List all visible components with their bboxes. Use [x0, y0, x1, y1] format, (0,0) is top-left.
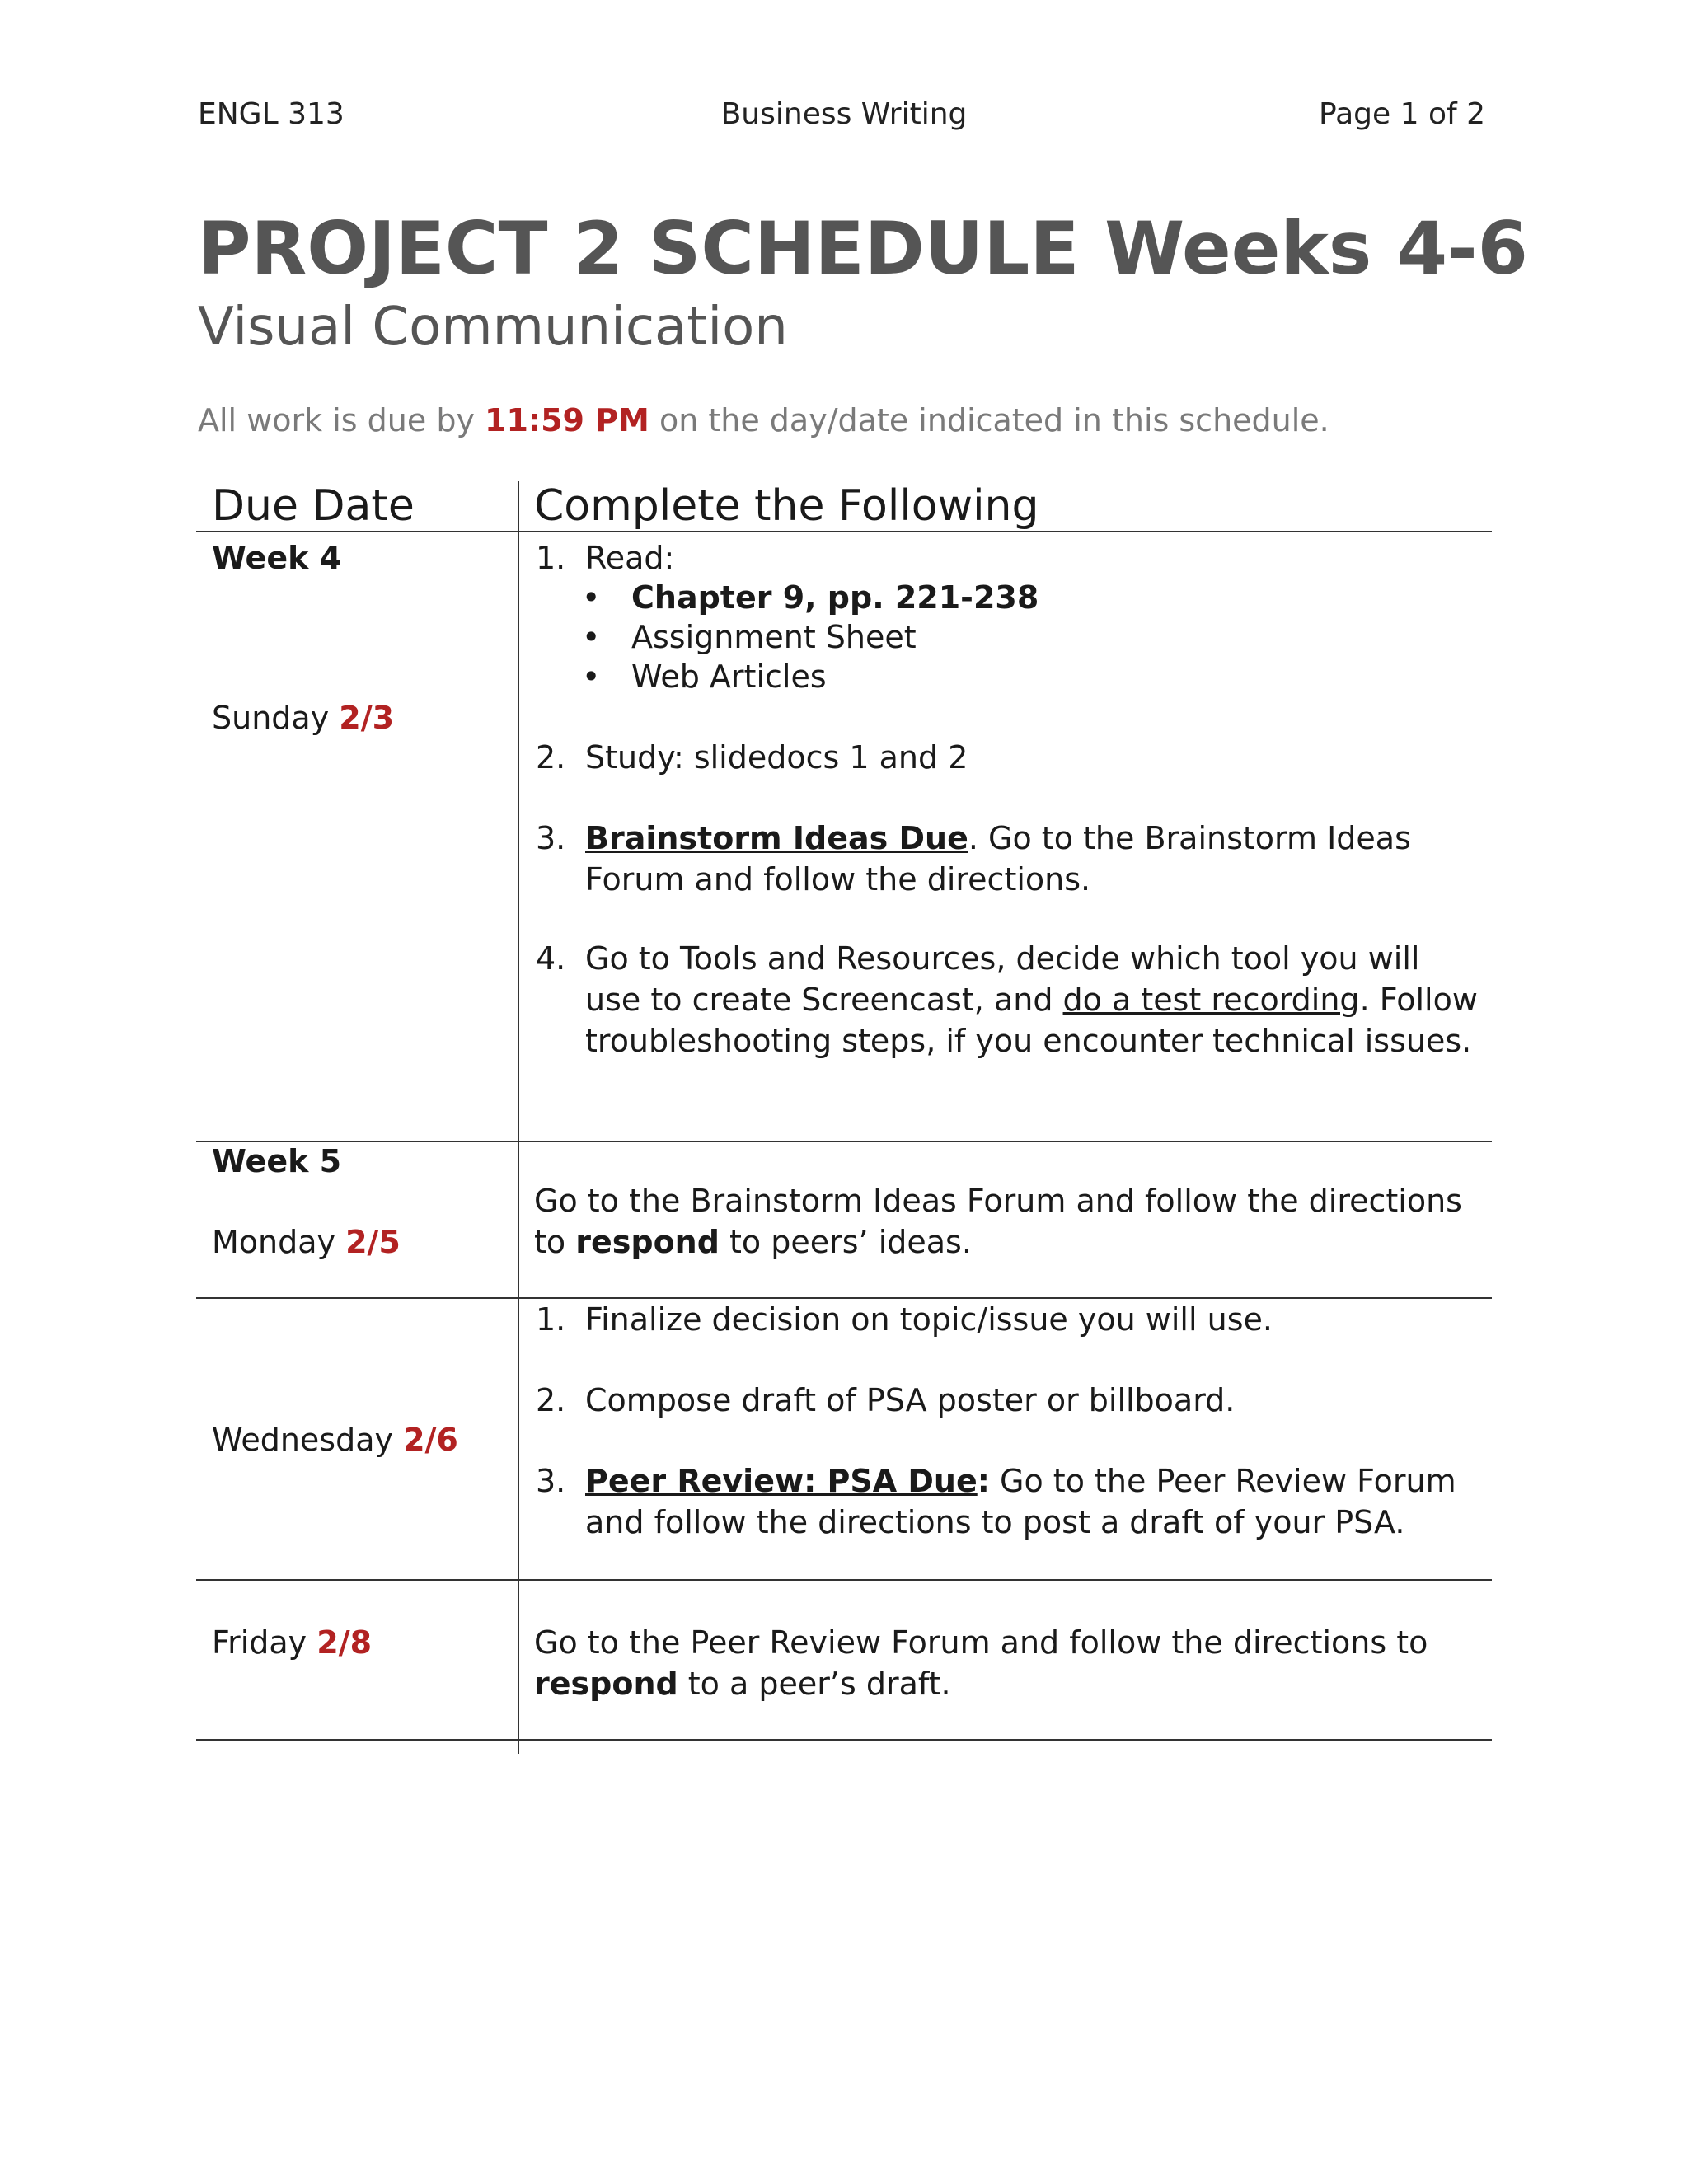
col-header-complete: Complete the Following	[534, 481, 1039, 531]
item-number: 3.	[536, 1463, 566, 1499]
course-code: ENGL 313	[198, 97, 345, 131]
item-rest: Go to the Peer Review Forum and follow the directions to post a draft of your PSA.	[585, 1463, 1456, 1540]
peer-review-due-link[interactable]: Peer Review: PSA Due	[585, 1463, 978, 1499]
item-text	[585, 1460, 1484, 1543]
row-rule-week4	[196, 1141, 1492, 1142]
week5-text	[534, 1180, 1474, 1263]
item-text: Compose draft of PSA poster or billboard.	[585, 1382, 1236, 1418]
test-recording-link[interactable]: do a test recording	[1062, 982, 1360, 1018]
item-part-a: Go to Tools and Resources, decide which tool you will use to create Screencast, and	[585, 940, 1420, 1018]
wed-date	[212, 1419, 458, 1460]
item-number: 3.	[536, 820, 566, 856]
fri-date	[212, 1622, 372, 1663]
week4-day: Sunday	[212, 700, 340, 736]
week4-date-value: 2/3	[339, 700, 395, 736]
item-text	[585, 818, 1484, 900]
text-bold: respond	[575, 1224, 720, 1260]
bullet-text: Chapter 9, pp. 221-238	[631, 579, 1039, 616]
week5-day: Monday	[212, 1224, 346, 1260]
bullet-icon: •	[582, 579, 601, 616]
fri-text	[534, 1622, 1474, 1704]
page-title: PROJECT 2 SCHEDULE Weeks 4-6	[198, 206, 1528, 291]
week4-label: Week 4	[212, 540, 342, 576]
due-note-after: on the day/date indicated in this schedule.	[649, 402, 1329, 438]
item-text: Finalize decision on topic/issue you will use.	[585, 1301, 1273, 1338]
text-bold: respond	[534, 1666, 678, 1702]
course-subject: Business Writing	[720, 97, 968, 131]
column-divider	[518, 481, 519, 1754]
wed-date-value: 2/6	[403, 1422, 458, 1458]
item-number: 1.	[536, 1301, 566, 1338]
fri-day: Friday	[212, 1624, 317, 1661]
item-number: 4.	[536, 940, 566, 977]
page-number: Page 1 of 2	[1319, 97, 1485, 131]
text-part-b: to a peer’s draft.	[678, 1666, 951, 1702]
item-text: Study: slidedocs 1 and 2	[585, 739, 968, 776]
fri-date-value: 2/8	[316, 1624, 373, 1661]
week4-date	[212, 697, 394, 738]
due-time: 11:59 PM	[485, 402, 649, 438]
bullet-text: Assignment Sheet	[631, 619, 917, 655]
brainstorm-due-link[interactable]: Brainstorm Ideas Due	[585, 820, 968, 856]
item-colon: :	[977, 1463, 990, 1499]
col-header-due-date: Due Date	[212, 481, 415, 531]
page-subtitle: Visual Communication	[198, 297, 788, 358]
item-text: Read:	[585, 540, 675, 576]
item-rest: . Go to the Brainstorm Ideas Forum and follow the directions.	[585, 820, 1411, 898]
text-part-a: Go to the Brainstorm Ideas Forum and follow the directions to	[534, 1183, 1462, 1260]
due-note-before: All work is due by	[198, 402, 485, 438]
due-note	[198, 402, 1329, 438]
week5-date	[212, 1221, 401, 1263]
row-rule-fri	[196, 1739, 1492, 1741]
item-text	[585, 938, 1484, 1062]
text-part-b: to peers’ ideas.	[719, 1224, 972, 1260]
bullet-icon: •	[582, 619, 601, 655]
item-number: 2.	[536, 1382, 566, 1418]
bullet-text: Web Articles	[631, 658, 827, 695]
item-number: 1.	[536, 540, 566, 576]
item-number: 2.	[536, 739, 566, 776]
week5-date-value: 2/5	[345, 1224, 401, 1260]
header-rule	[196, 531, 1492, 532]
row-rule-wed	[196, 1579, 1492, 1581]
week5-label: Week 5	[212, 1143, 342, 1179]
wed-day: Wednesday	[212, 1422, 404, 1458]
text-part-a: Go to the Peer Review Forum and follow the directions to	[534, 1624, 1428, 1661]
bullet-icon: •	[582, 658, 601, 695]
item-part-b: . Follow troubleshooting steps, if you encounter technical issues.	[585, 982, 1478, 1059]
